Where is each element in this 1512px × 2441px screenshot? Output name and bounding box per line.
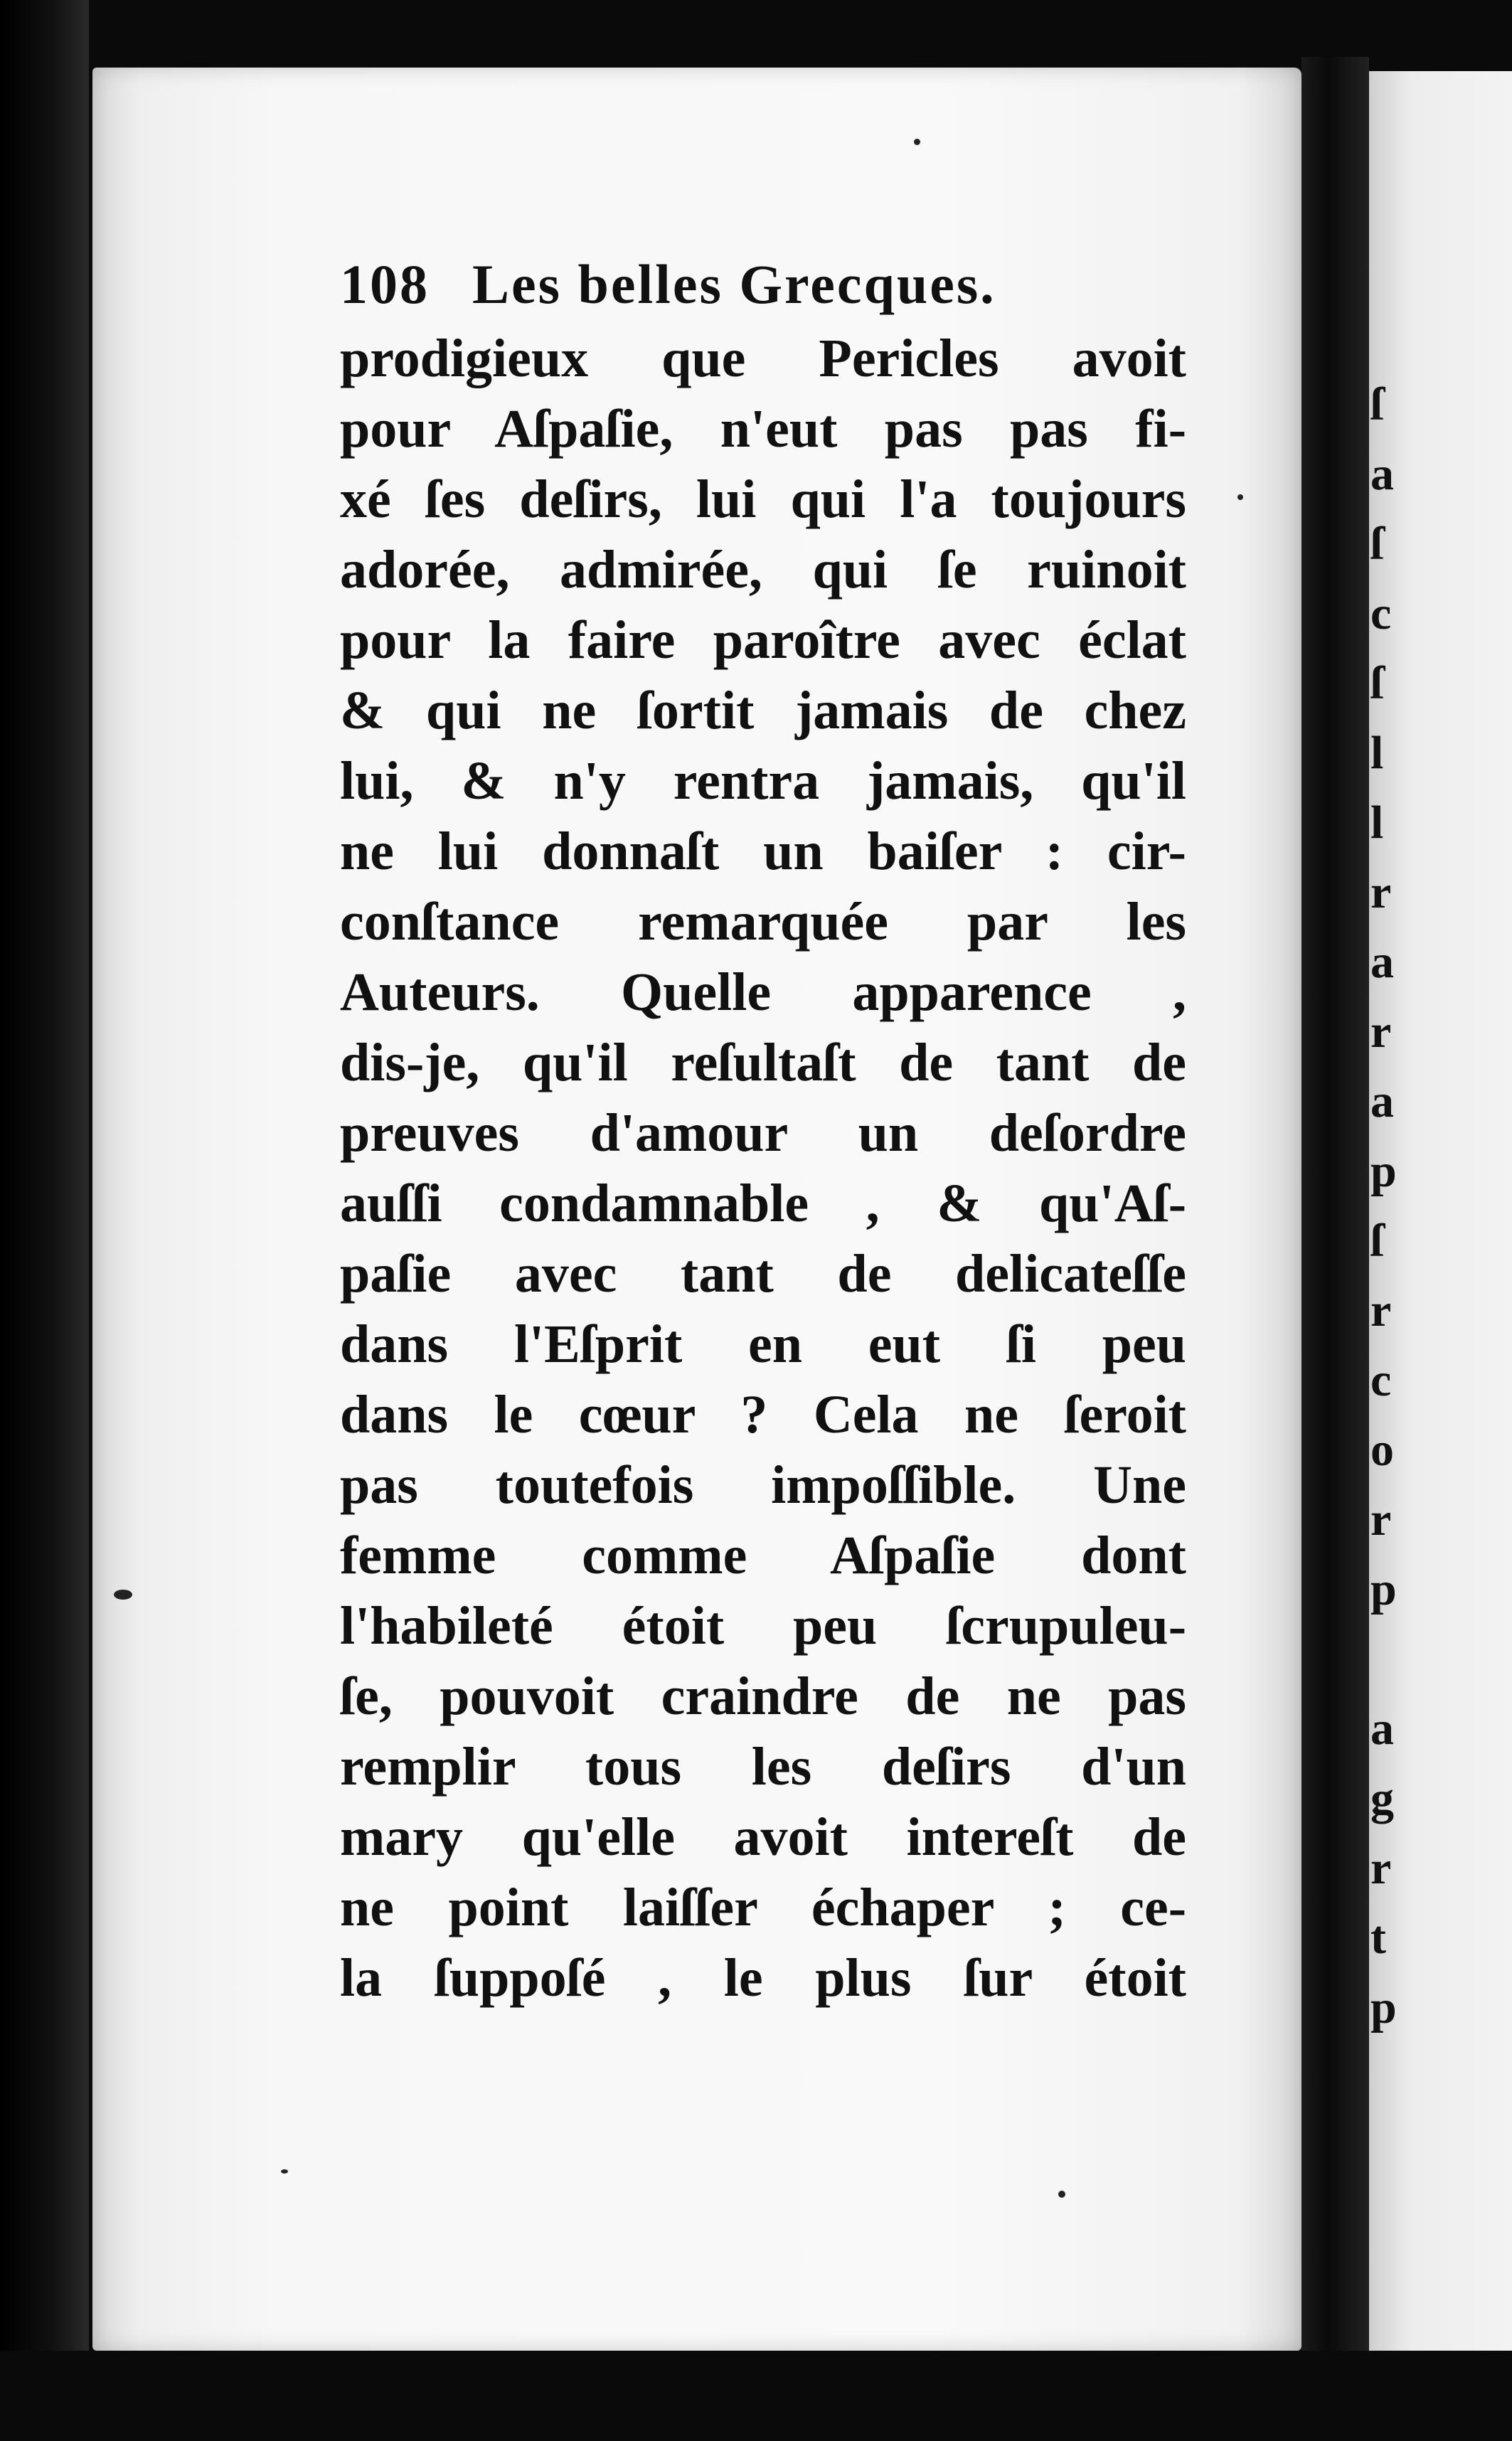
text-line: l'habileté étoit peu ſcrupuleu-	[340, 1596, 1186, 1656]
facing-letter: l	[1370, 797, 1384, 849]
text-line: la ſuppoſé , le plus ſur étoit	[340, 1948, 1186, 2008]
text-line: dans le cœur ? Cela ne ſeroit	[340, 1385, 1186, 1445]
facing-letter: a	[1370, 1075, 1394, 1127]
facing-page-edge	[1369, 71, 1512, 2361]
facing-letter: a	[1370, 448, 1394, 500]
bottom-dark-margin	[0, 2351, 1512, 2441]
facing-letter: t	[1370, 1912, 1386, 1964]
facing-letter: a	[1370, 1703, 1394, 1755]
text-line: prodigieux que Pericles avoit	[340, 329, 1186, 388]
text-line: dis-je, qu'il reſultaſt de tant de	[340, 1033, 1186, 1092]
left-binding-shadow	[0, 0, 89, 2441]
ink-speck	[281, 2169, 288, 2174]
text-line: auſſi condamnable , & qu'Aſ-	[340, 1174, 1186, 1233]
facing-letter: p	[1370, 1982, 1397, 2033]
facing-letter: c	[1370, 1354, 1392, 1406]
text-line: pour Aſpaſie, n'eut pas pas fi-	[340, 399, 1186, 459]
facing-page-letters	[1370, 370, 1512, 2043]
text-line: preuves d'amour un deſordre	[340, 1103, 1186, 1163]
text-line: ſe, pouvoit craindre de ne pas	[340, 1666, 1186, 1726]
facing-letter: r	[1370, 1285, 1392, 1336]
facing-letter	[1370, 1624, 1512, 1694]
text-line: ne lui donnaſt un baiſer : cir-	[340, 821, 1186, 881]
facing-letter: ſ	[1370, 378, 1384, 430]
facing-letter: o	[1370, 1424, 1394, 1476]
facing-letter: r	[1370, 866, 1392, 918]
text-line: adorée, admirée, qui ſe ruinoit	[340, 540, 1186, 600]
ink-speck	[1058, 2191, 1065, 2198]
facing-letter: a	[1370, 936, 1394, 988]
text-line: xé ſes deſirs, lui qui l'a toujours	[340, 469, 1186, 529]
facing-letter: r	[1370, 1842, 1392, 1894]
facing-letter: p	[1370, 1563, 1397, 1615]
text-line: ne point laiſſer échaper ; ce-	[340, 1878, 1186, 1937]
page-text-block	[340, 252, 1186, 2014]
facing-letter: r	[1370, 1494, 1392, 1546]
page-number: 108	[340, 253, 430, 315]
text-line: mary qu'elle avoit intereſt de	[340, 1807, 1186, 1867]
ink-speck	[914, 139, 920, 145]
text-line: Auteurs. Quelle apparence ,	[340, 962, 1186, 1022]
facing-letter: r	[1370, 1006, 1392, 1058]
running-head: Les belles Grecques.	[472, 253, 996, 315]
text-line: dans l'Eſprit en eut ſi peu	[340, 1314, 1186, 1374]
body-text	[340, 324, 1186, 2014]
text-line: lui, & n'y rentra jamais, qu'il	[340, 751, 1186, 811]
text-line: femme comme Aſpaſie dont	[340, 1526, 1186, 1585]
facing-letter: ſ	[1370, 518, 1384, 570]
text-line: & qui ne ſortit jamais de chez	[340, 681, 1186, 740]
text-line: conſtance remarquée par les	[340, 892, 1186, 952]
text-line: pas toutefois impoſſible. Une	[340, 1455, 1186, 1515]
text-line: remplir tous les deſirs d'un	[340, 1737, 1186, 1797]
text-line: pour la faire paroître avec éclat	[340, 610, 1186, 670]
facing-letter: p	[1370, 1145, 1397, 1197]
facing-letter: c	[1370, 587, 1392, 639]
facing-letter: l	[1370, 727, 1384, 779]
facing-letter: g	[1370, 1772, 1394, 1824]
facing-letter: ſ	[1370, 1215, 1384, 1267]
ink-speck	[114, 1590, 132, 1600]
page-header	[340, 252, 1186, 324]
center-gutter-shadow	[1301, 57, 1369, 2376]
text-line: paſie avec tant de delicateſſe	[340, 1244, 1186, 1304]
ink-speck	[1237, 494, 1243, 500]
facing-letter: ſ	[1370, 657, 1384, 709]
